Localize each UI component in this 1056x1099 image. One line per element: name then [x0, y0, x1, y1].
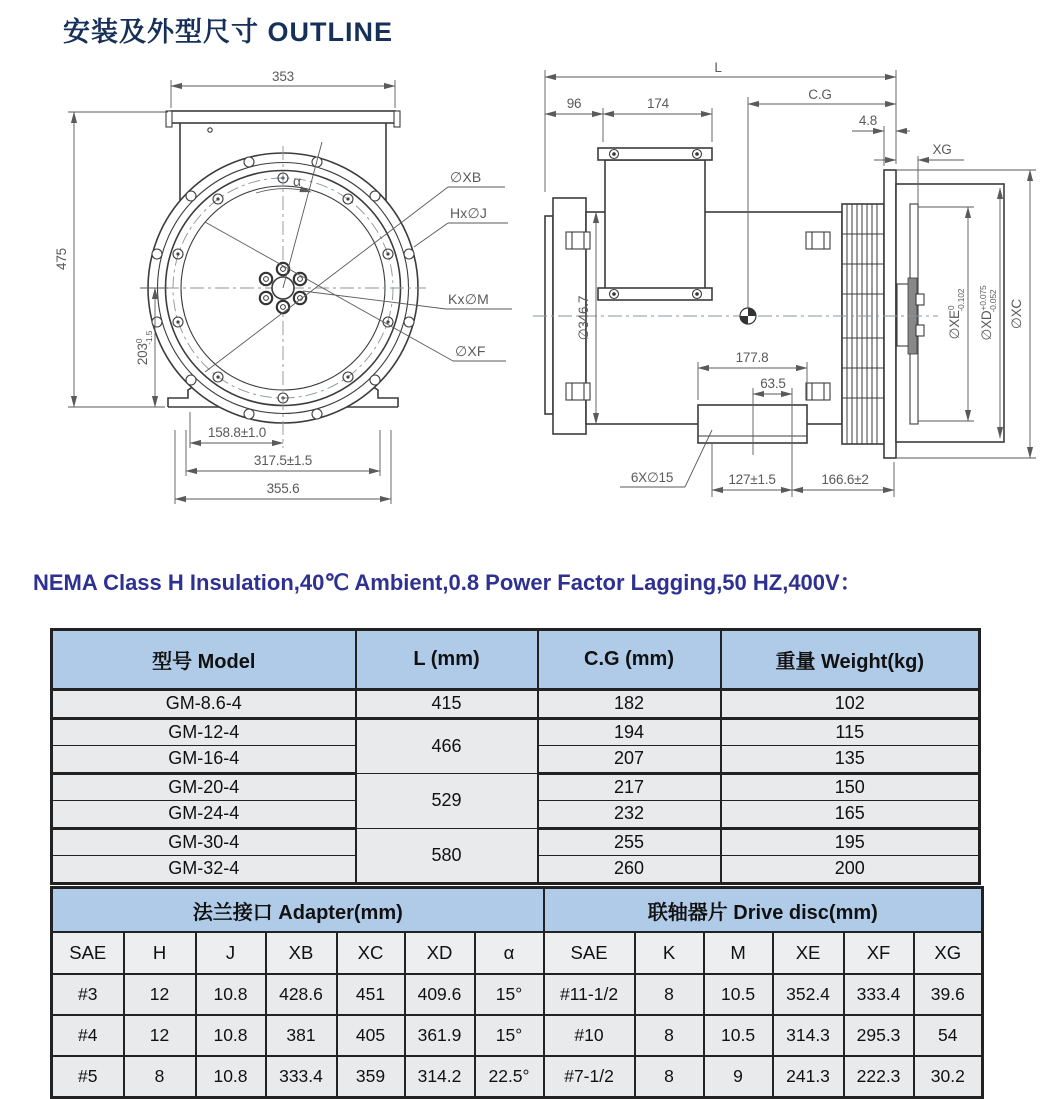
cell: 15° [475, 1015, 544, 1056]
group-header-drive-disc: 联轴器片 Drive disc(mm) [544, 888, 983, 933]
side-foot [698, 405, 807, 443]
cell: 222.3 [844, 1056, 914, 1098]
dim-XE: $\emptyset XE^0-0.102$ [946, 288, 966, 340]
cell: 10.5 [704, 974, 773, 1015]
cell-cg: 260 [538, 856, 721, 884]
cell-l: 466 [356, 718, 538, 773]
table-row [52, 974, 983, 1015]
cell-cg: 232 [538, 801, 721, 829]
dim-635: 63.5 [760, 376, 786, 391]
table-row [52, 1056, 983, 1098]
cell: 12 [124, 974, 196, 1015]
table-row [52, 690, 980, 719]
column-header-row [52, 932, 983, 974]
model-table-header-row [52, 630, 980, 690]
cell-cg: 194 [538, 718, 721, 746]
cell: 409.6 [405, 974, 475, 1015]
dim-6x15: 6X∅15 [630, 470, 674, 485]
cell: 381 [266, 1015, 337, 1056]
col-j: J [196, 932, 266, 974]
dim-158: 158.8±1.0 [207, 425, 267, 440]
cell: 241.3 [773, 1056, 844, 1098]
cell-weight: 102 [721, 690, 980, 719]
dim-L: L [714, 60, 722, 75]
dim-XG: XG [932, 142, 952, 157]
cell-cg: 207 [538, 746, 721, 774]
cell-model: GM-30-4 [52, 828, 356, 856]
cell-weight: 135 [721, 746, 980, 774]
cell: #7-1/2 [544, 1056, 635, 1098]
cell-model: GM-8.6-4 [52, 690, 356, 719]
cell: 8 [635, 1056, 704, 1098]
cell: #10 [544, 1015, 635, 1056]
dim-1666: 166.6±2 [821, 472, 869, 487]
cell: 54 [914, 1015, 983, 1056]
group-header-row [52, 888, 983, 933]
cell-model: GM-20-4 [52, 773, 356, 801]
angle-alpha-label: α [293, 173, 302, 189]
cell: 9 [704, 1056, 773, 1098]
col-xc: XC [337, 932, 405, 974]
label-xb: ∅XB [450, 169, 482, 185]
cell: 314.3 [773, 1015, 844, 1056]
dim-96: 96 [566, 96, 582, 111]
col-xf: XF [844, 932, 914, 974]
col-sae2: SAE [544, 932, 635, 974]
cell-model: GM-16-4 [52, 746, 356, 774]
label-kxm: Kx∅M [448, 291, 489, 307]
col-xe: XE [773, 932, 844, 974]
cg-symbol [740, 308, 756, 324]
cell: 333.4 [266, 1056, 337, 1098]
col-header-model: 型号 Model [52, 630, 356, 690]
spec-subtitle: NEMA Class H Insulation,40℃ Ambient,0.8 Power Factor Lagging,50 HZ,400V： [33, 570, 862, 595]
col-m: M [704, 932, 773, 974]
side-view-drawing [533, 60, 1036, 497]
group-header-adapter: 法兰接口 Adapter(mm) [52, 888, 544, 933]
cell: 8 [635, 974, 704, 1015]
adapter-drive-disc-table [50, 886, 984, 1099]
cell: 314.2 [405, 1056, 475, 1098]
cell: 333.4 [844, 974, 914, 1015]
cell-model: GM-24-4 [52, 801, 356, 829]
dim-CG: C.G [808, 87, 832, 102]
label-hxj: Hx∅J [450, 205, 488, 221]
cell-l: 529 [356, 773, 538, 828]
cell: 22.5° [475, 1056, 544, 1098]
cell: 10.8 [196, 974, 266, 1015]
cell: 451 [337, 974, 405, 1015]
cell: 12 [124, 1015, 196, 1056]
table-row [52, 1015, 983, 1056]
outline-drawings [0, 55, 1056, 530]
cell-cg: 217 [538, 773, 721, 801]
cell: 30.2 [914, 1056, 983, 1098]
cell: 295.3 [844, 1015, 914, 1056]
col-h: H [124, 932, 196, 974]
cell-model: GM-32-4 [52, 856, 356, 884]
col-sae: SAE [52, 932, 124, 974]
dim-1778: 177.8 [735, 350, 769, 365]
cell: 39.6 [914, 974, 983, 1015]
dim-XC: ∅XC [1009, 299, 1024, 329]
page-title: 安装及外型尺寸 OUTLINE [63, 17, 393, 47]
cell-cg: 182 [538, 690, 721, 719]
cell: 8 [124, 1056, 196, 1098]
cell: 361.9 [405, 1015, 475, 1056]
col-xd: XD [405, 932, 475, 974]
cell-model: GM-12-4 [52, 718, 356, 746]
table-row [52, 773, 980, 801]
cell-weight: 200 [721, 856, 980, 884]
table-row [52, 828, 980, 856]
label-xf: ∅XF [455, 343, 486, 359]
col-xg: XG [914, 932, 983, 974]
dim-XD: $\emptyset XD^{+0.075}-0.052$ [978, 285, 998, 341]
dim-203: $203^0-1.5$ [134, 330, 154, 366]
cell: 8 [635, 1015, 704, 1056]
cell: #11-1/2 [544, 974, 635, 1015]
dim-355: 355.6 [266, 481, 300, 496]
cell: 352.4 [773, 974, 844, 1015]
col-header-cg: C.G (mm) [538, 630, 721, 690]
table-row [52, 718, 980, 746]
cell: 10.8 [196, 1056, 266, 1098]
model-table [50, 628, 981, 885]
dim-4-8: 4.8 [858, 113, 878, 128]
cell: 10.8 [196, 1015, 266, 1056]
col-xb: XB [266, 932, 337, 974]
cell-weight: 195 [721, 828, 980, 856]
cell: 10.5 [704, 1015, 773, 1056]
dim-174: 174 [647, 96, 669, 111]
cell: #4 [52, 1015, 124, 1056]
cell-l: 580 [356, 828, 538, 883]
col-alpha: α [475, 932, 544, 974]
dim-body-dia: ∅346.7 [576, 295, 591, 341]
cell: 359 [337, 1056, 405, 1098]
dim-475: 475 [54, 248, 69, 270]
cell: #3 [52, 974, 124, 1015]
dim-353: 353 [272, 69, 294, 84]
col-header-weight: 重量 Weight(kg) [721, 630, 980, 690]
dim-317: 317.5±1.5 [253, 453, 313, 468]
cell-cg: 255 [538, 828, 721, 856]
cell: 405 [337, 1015, 405, 1056]
dim-127: 127±1.5 [728, 472, 776, 487]
side-grille [842, 204, 884, 444]
cell-weight: 150 [721, 773, 980, 801]
cell: #5 [52, 1056, 124, 1098]
front-view-drawing [54, 69, 512, 504]
cell-weight: 115 [721, 718, 980, 746]
col-header-l: L (mm) [356, 630, 538, 690]
cell-weight: 165 [721, 801, 980, 829]
cell-l: 415 [356, 690, 538, 719]
cell: 15° [475, 974, 544, 1015]
cell: 428.6 [266, 974, 337, 1015]
col-k: K [635, 932, 704, 974]
